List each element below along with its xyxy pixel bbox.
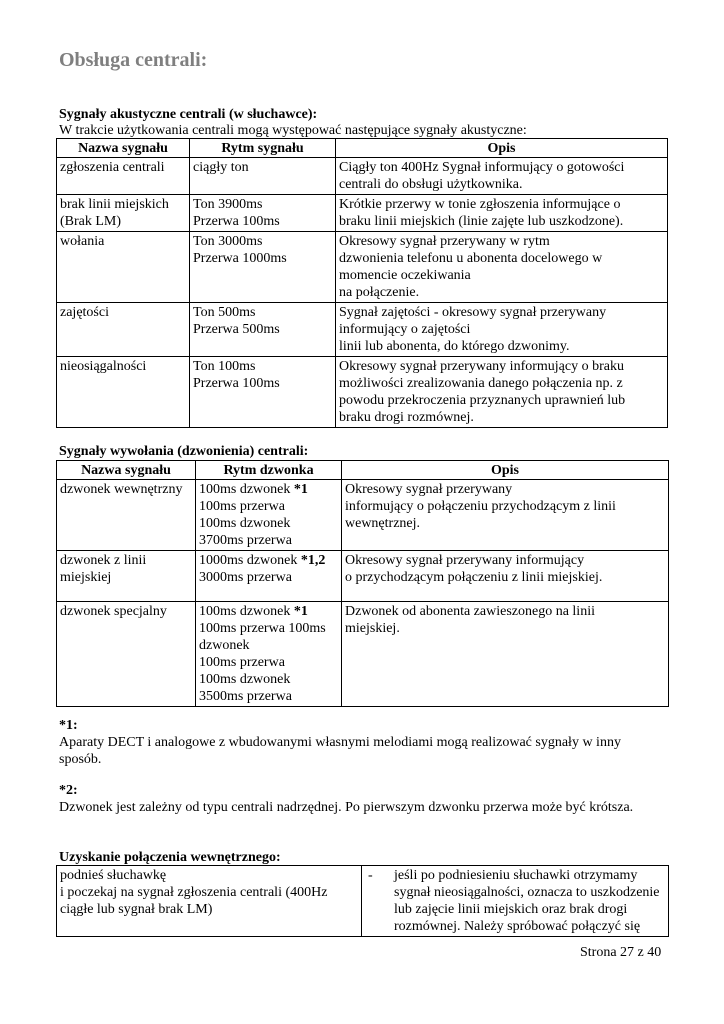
column-header: Rytm sygnału [190,139,336,158]
signal-name-cell: brak linii miejskich (Brak LM) [57,195,190,232]
signal-desc-cell: Okresowy sygnał przerywany informujący o przychodzącym połączeniu z linii miejskiej. [342,551,669,602]
signal-desc-cell: Okresowy sygnał przerywany w rytm dzwonienia telefonu u abonenta docelowego w momencie oczekiwania na połączenie. [336,232,668,303]
note-cell: - jeśli po podniesieniu słuchawki otrzymamy sygnał nieosiągalności, oznacza to uszkodzenie lub zajęcie linii miejskich oraz brak drogi rozmównej. Należy spróbować połączyć się [362,866,669,937]
signal-desc-cell: Ciągły ton 400Hz Sygnał informujący o gotowości centrali do obsługi użytkownika. [336,158,668,195]
table-row [57,158,668,195]
footnote-mark: *1 [293,482,308,497]
signal-name-cell: wołania [57,232,190,303]
signal-rhythm-cell: Ton 3000ms Przerwa 1000ms [190,232,336,303]
instruction-cell: podnieś słuchawkę i poczekaj na sygnał zgłoszenia centrali (400Hz ciągłe lub sygnał brak LM) [57,866,362,937]
signal-name-cell: dzwonek wewnętrzny [57,480,196,551]
signal-name-cell: nieosiągalności [57,357,190,428]
table-row [57,357,668,428]
footnote-1-text: Aparaty DECT i analogowe z wbudowanymi własnymi melodiami mogą realizować sygnały w inny [59,735,621,750]
table-row [57,480,669,551]
signal-rhythm-cell: Ton 100ms Przerwa 100ms [190,357,336,428]
signal-rhythm-cell: 100ms dzwonek *1 100ms przerwa 100ms dzwonek 100ms przerwa 100ms dzwonek 3500ms przerwa [196,602,342,707]
signal-rhythm-cell: Ton 3900ms Przerwa 100ms [190,195,336,232]
page-title: Obsługa centrali: [59,49,208,71]
column-header: Nazwa sygnału [57,461,196,480]
acoustic-intro: W trakcie użytkowania centrali mogą występować następujące sygnały akustyczne: [59,123,527,138]
footnote-1-text-cont: sposób. [59,752,102,767]
signal-rhythm-cell: 100ms dzwonek *1 100ms przerwa 100ms dzwonek 3700ms przerwa [196,480,342,551]
table-row [57,303,668,357]
column-header: Rytm dzwonka [196,461,342,480]
table-row [57,232,668,303]
table-header-row [57,461,669,480]
footnote-mark: *1,2 [300,553,326,568]
signal-desc-cell: Okresowy sygnał przerywany informujący o połączeniu przychodzącym z linii wewnętrznej. [342,480,669,551]
ringing-heading: Sygnały wywołania (dzwonienia) centrali: [59,444,309,459]
table-row [57,195,668,232]
signal-desc-cell: Dzwonek od abonenta zawieszonego na linii miejskiej. [342,602,669,707]
ringing-signals-table [56,460,669,707]
table-row [57,602,669,707]
internal-connection-table [56,865,669,937]
table-row [57,866,669,937]
signal-desc-cell: Krótkie przerwy w tonie zgłoszenia informujące o braku linii miejskich (linie zajęte lub uszkodzone). [336,195,668,232]
signal-rhythm-cell: ciągły ton [190,158,336,195]
table-row [57,551,669,602]
signal-name-cell: zajętości [57,303,190,357]
signal-desc-cell: Okresowy sygnał przerywany informujący o braku możliwości zrealizowania danego połączenia np. z powodu przekroczenia przyznanych uprawnień lub braku drogi rozmównej. [336,357,668,428]
column-header: Opis [336,139,668,158]
internal-heading: Uzyskanie połączenia wewnętrznego: [59,850,281,865]
signal-rhythm-cell: Ton 500ms Przerwa 500ms [190,303,336,357]
signal-name-cell: dzwonek specjalny [57,602,196,707]
signal-name-cell: dzwonek z linii miejskiej [57,551,196,602]
column-header: Opis [342,461,669,480]
dash-bullet: - [368,868,373,883]
acoustic-signals-table [56,138,668,428]
footnote-2-label: *2: [59,783,78,798]
footnote-1-label: *1: [59,718,78,733]
footnote-2-text: Dzwonek jest zależny od typu centrali nadrzędnej. Po pierwszym dzwonku przerwa może być krótsza. [59,800,634,815]
signal-desc-cell: Sygnał zajętości - okresowy sygnał przerywany informujący o zajętości linii lub abonenta, do którego dzwonimy. [336,303,668,357]
footnote-mark: *1 [293,604,308,619]
table-header-row [57,139,668,158]
page-number: Strona 27 z 40 [580,945,662,960]
acoustic-heading: Sygnały akustyczne centrali (w słuchawce): [59,107,318,122]
column-header: Nazwa sygnału [57,139,190,158]
signal-rhythm-cell: 1000ms dzwonek *1,2 3000ms przerwa [196,551,342,602]
signal-name-cell: zgłoszenia centrali [57,158,190,195]
